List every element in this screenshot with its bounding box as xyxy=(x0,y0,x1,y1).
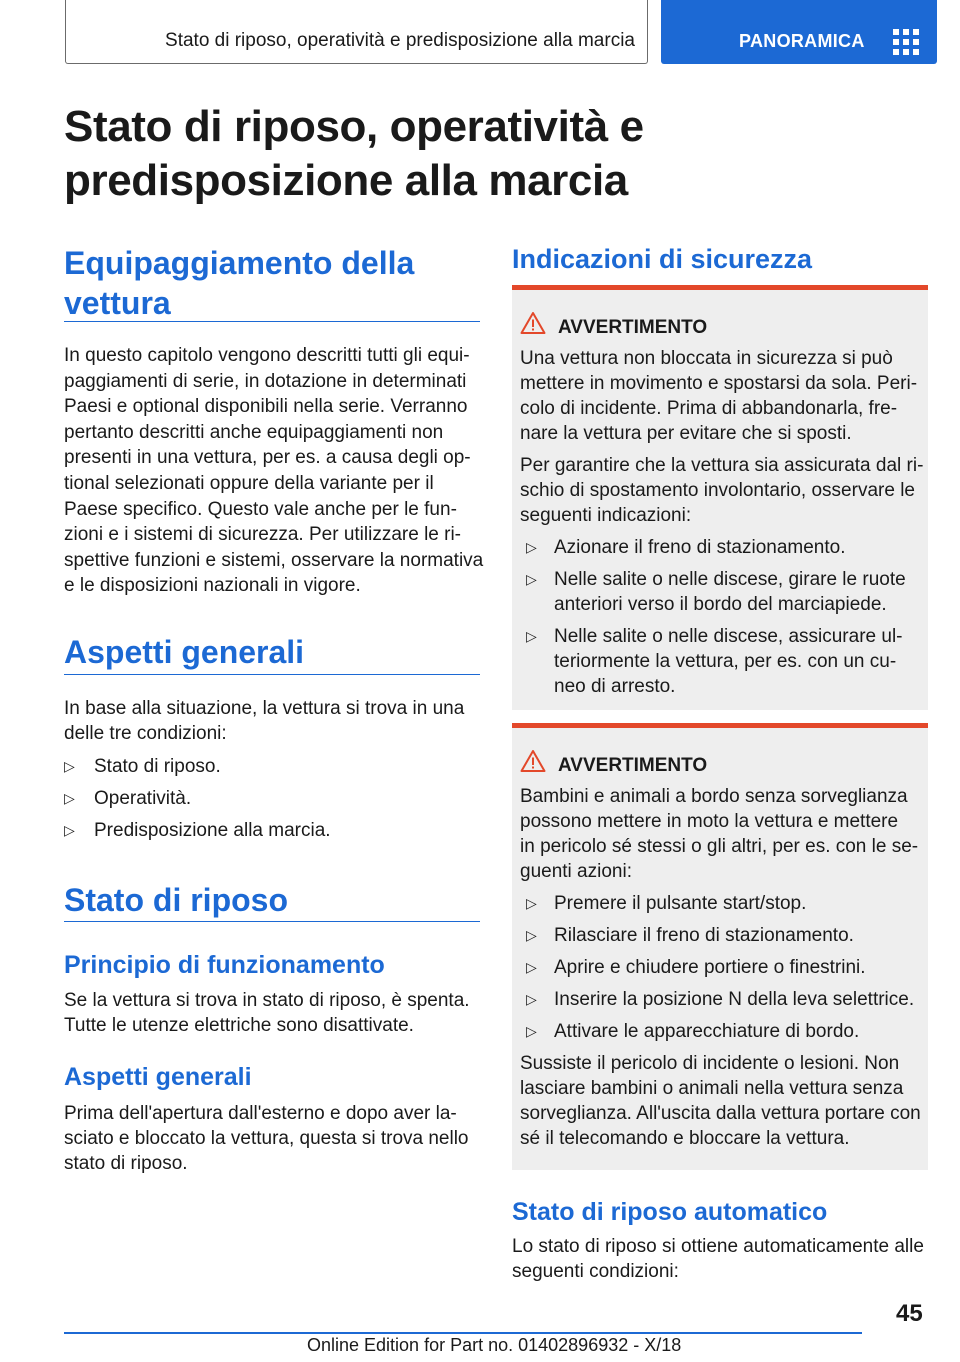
triangle-bullet-icon: ▷ xyxy=(526,959,537,975)
list-item-text: Premere il pulsante start/stop. xyxy=(554,893,807,914)
general-paragraph xyxy=(64,696,480,746)
text-line: pertanto descritti anche equipaggiamenti non xyxy=(64,421,444,443)
triangle-bullet-icon: ▷ xyxy=(526,539,537,555)
header-section-title: Stato di riposo, operatività e predisposizione alla marcia xyxy=(165,30,635,51)
text-line: Lo stato di riposo si ottiene automaticamente alle xyxy=(512,1236,924,1257)
list-item-text: Stato di riposo. xyxy=(94,756,221,777)
equipment-heading-rule xyxy=(64,321,480,322)
panoramica-tab-label: PANORAMICA xyxy=(739,31,865,51)
warning-text xyxy=(520,346,930,446)
equipment-heading-line: Equipaggiamento della xyxy=(64,245,415,281)
text-line: Paesi e optional disponibili nella serie. Verranno xyxy=(64,396,468,418)
list-item-text: Operatività. xyxy=(94,788,192,809)
list-item-text: Inserire la posizione N della leva selettrice. xyxy=(554,989,915,1010)
text-line: seguenti indicazioni: xyxy=(520,505,692,526)
text-line: stato di riposo. xyxy=(64,1153,188,1174)
header-section-title-box xyxy=(65,0,648,64)
text-line: Tutte le utenze elettriche sono disattivate. xyxy=(64,1015,414,1036)
page-title-line: Stato di riposo, operatività e xyxy=(64,102,644,151)
page-title xyxy=(64,100,724,208)
list-item-text: Nelle salite o nelle discese, assicurare ul- xyxy=(554,626,903,647)
general-heading-rule xyxy=(64,674,480,675)
text-line: Una vettura non bloccata in sicurezza si può xyxy=(520,348,893,369)
warning-text-2 xyxy=(520,1051,930,1151)
list-item-text: Predisposizione alla marcia. xyxy=(94,820,331,841)
page-number: 45 xyxy=(896,1300,923,1327)
list-item-text: Attivare le apparecchiature di bordo. xyxy=(554,1021,860,1042)
list-item-text: neo di arresto. xyxy=(554,676,676,697)
warning-triangle-icon xyxy=(520,311,546,335)
list-item-text: anteriori verso il bordo del marciapiede. xyxy=(554,594,887,615)
rest-general-heading: Aspetti generali xyxy=(64,1063,252,1091)
text-line: presenti in una vettura, per es. a causa degli op- xyxy=(64,447,471,469)
list-item-text: Aprire e chiudere portiere o finestrini. xyxy=(554,957,866,978)
text-line: spettive funzioni e sistemi, osservare la normativa xyxy=(64,549,484,571)
triangle-bullet-icon: ▷ xyxy=(526,571,537,587)
text-line: Paese specifico. Questo vale anche per le fun- xyxy=(64,498,457,520)
triangle-bullet-icon: ▷ xyxy=(64,822,75,838)
text-line: tional selezionati oppure della variante per il xyxy=(64,472,434,494)
warning-bar xyxy=(512,285,928,290)
triangle-bullet-icon: ▷ xyxy=(64,790,75,806)
text-line: sciato e bloccato la vettura, questa si trova nello xyxy=(64,1128,469,1149)
triangle-bullet-icon: ▷ xyxy=(526,895,537,911)
footer-edition: Online Edition for Part no. 01402896932 - X/18 xyxy=(307,1335,682,1355)
list-item-text: teriormente la vettura, per es. con un cu- xyxy=(554,651,897,672)
text-line: paggiamenti di serie, in dotazione in determinati xyxy=(64,370,467,392)
text-line: possono mettere in moto la vettura e mettere xyxy=(520,811,899,832)
page-title-line: predisposizione alla marcia xyxy=(64,156,628,205)
triangle-bullet-icon: ▷ xyxy=(526,991,537,1007)
auto-rest-paragraph xyxy=(512,1234,932,1284)
text-line: Per garantire che la vettura sia assicurata dal ri- xyxy=(520,455,924,476)
auto-rest-heading: Stato di riposo automatico xyxy=(512,1198,828,1226)
triangle-bullet-icon: ▷ xyxy=(64,758,75,774)
warning-bar xyxy=(512,723,928,728)
triangle-bullet-icon: ▷ xyxy=(526,628,537,644)
text-line: Bambini e animali a bordo senza sorveglianza xyxy=(520,786,908,807)
equipment-heading xyxy=(64,243,480,323)
text-line: zioni e i sistemi di sicurezza. Per utilizzare le ri- xyxy=(64,524,462,546)
text-line: Se la vettura si trova in stato di riposo, è spenta. xyxy=(64,990,470,1011)
warning-box-2 xyxy=(512,723,928,1170)
warning-triangle-icon xyxy=(520,749,546,773)
text-line: nare la vettura per evitare che si sposti. xyxy=(520,423,852,444)
footer-rule xyxy=(64,1332,862,1334)
text-line: in pericolo sé stessi o gli altri, per es. con le se- xyxy=(520,836,919,857)
text-line: guenti azioni: xyxy=(520,861,632,882)
triangle-bullet-icon: ▷ xyxy=(526,1023,537,1039)
text-line: seguenti condizioni: xyxy=(512,1261,679,1282)
general-heading: Aspetti generali xyxy=(64,634,305,670)
text-line: delle tre condizioni: xyxy=(64,723,227,744)
grid-icon xyxy=(893,29,919,55)
text-line: sé il telecomando e bloccare la vettura. xyxy=(520,1128,850,1149)
principle-heading: Principio di funzionamento xyxy=(64,951,385,979)
safety-heading: Indicazioni di sicurezza xyxy=(512,244,813,274)
text-line: e le disposizioni nazionali in vigore. xyxy=(64,575,361,597)
text-line: colo di incidente. Prima di abbandonarla, fre- xyxy=(520,398,898,419)
text-line: lasciare bambini o animali nella vettura senza xyxy=(520,1078,904,1099)
text-line: schio di spostamento involontario, osservare le xyxy=(520,480,915,501)
text-line: Prima dell'apertura dall'esterno e dopo aver la- xyxy=(64,1103,457,1124)
rest-heading: Stato di riposo xyxy=(64,882,288,918)
warning-title: AVVERTIMENTO xyxy=(558,755,708,776)
equipment-paragraph xyxy=(64,343,484,599)
warning-title: AVVERTIMENTO xyxy=(558,317,708,338)
list-item-text: Rilasciare il freno di stazionamento. xyxy=(554,925,854,946)
text-line: In base alla situazione, la vettura si trova in una xyxy=(64,698,465,719)
list-item-text: Nelle salite o nelle discese, girare le ruote xyxy=(554,569,906,590)
text-line: sorveglianza. All'uscita dalla vettura portare con xyxy=(520,1103,921,1124)
text-line: In questo capitolo vengono descritti tutti gli equi- xyxy=(64,345,470,366)
text-line: mettere in movimento e spostarsi da sola. Peri- xyxy=(520,373,918,394)
warning-text-2 xyxy=(520,453,930,528)
triangle-bullet-icon: ▷ xyxy=(526,927,537,943)
rest-heading-rule xyxy=(64,921,480,922)
panoramica-tab[interactable] xyxy=(661,0,937,64)
warning-box-1 xyxy=(512,285,928,710)
equipment-heading-line: vettura xyxy=(64,285,171,321)
text-line: Sussiste il pericolo di incidente o lesioni. Non xyxy=(520,1053,900,1074)
rest-general-paragraph xyxy=(64,1101,484,1176)
warning-text xyxy=(520,784,930,884)
principle-paragraph xyxy=(64,988,484,1038)
list-item-text: Azionare il freno di stazionamento. xyxy=(554,537,846,558)
